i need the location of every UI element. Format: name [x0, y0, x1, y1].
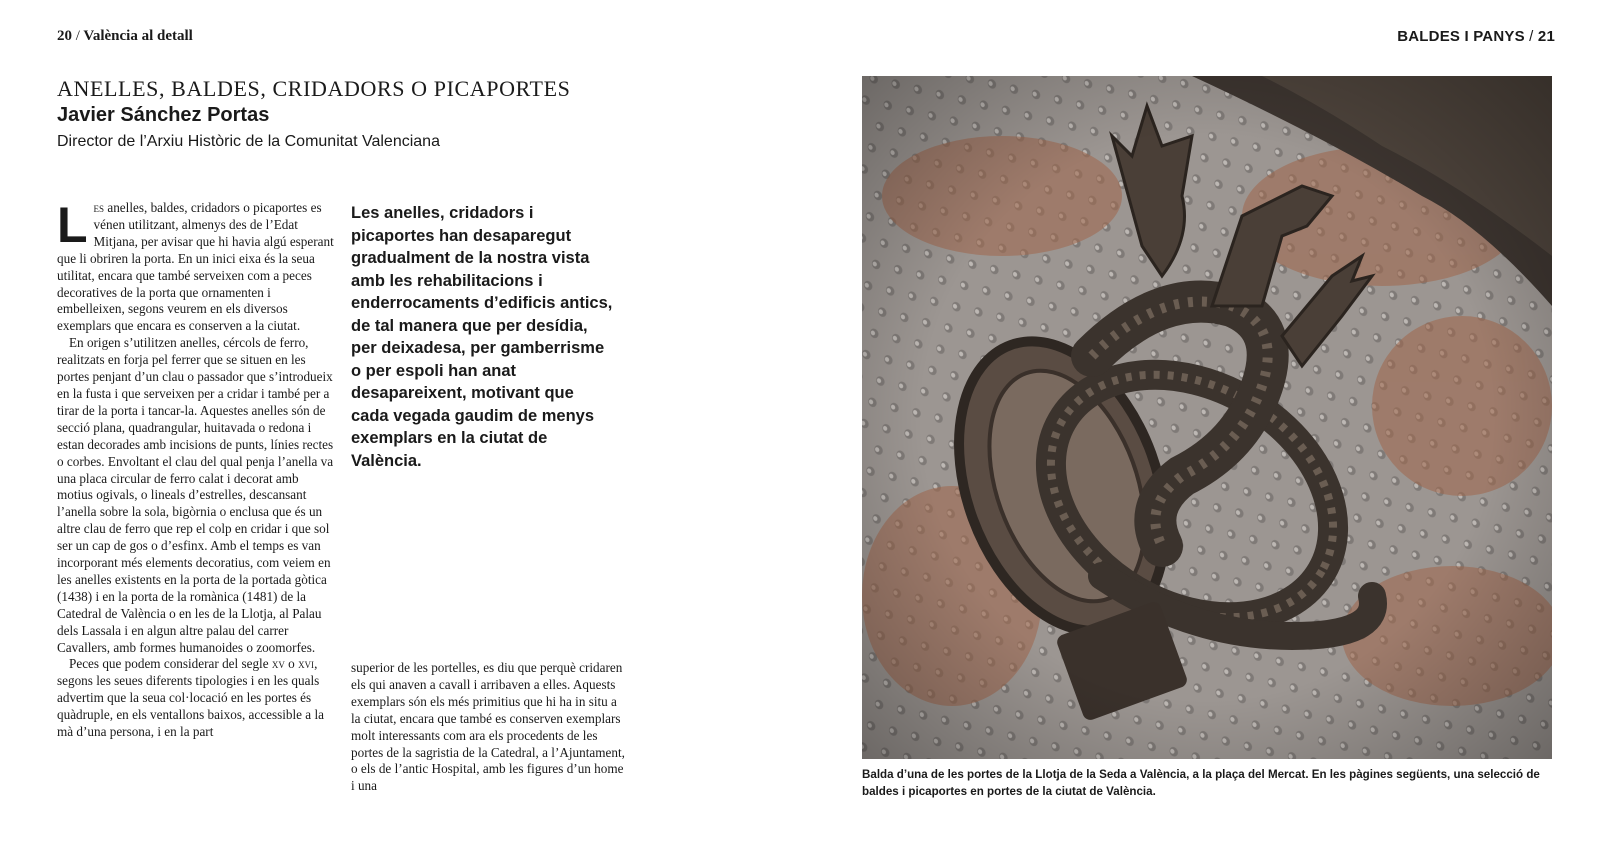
century-xvi: xvi	[298, 656, 315, 672]
right-running-header	[1397, 28, 1555, 45]
century-xv: xv	[271, 656, 285, 672]
para3-mid: o	[288, 656, 295, 672]
author-name: Javier Sánchez Portas	[57, 104, 270, 126]
para3-pre: Peces que podem considerar del segle	[69, 656, 269, 672]
article-title: ANELLES, BALDES, CRIDADORS O PICAPORTES	[57, 76, 571, 101]
body-paragraph-2: En origen s’utilitzen anelles, cércols de ferro, realitzats en forja pel ferrer que se situen en les portes penjant d’un clau o passador que s’introdueix en la fusta i que serveixen per a cridar i també per a tirar de la porta i tancar-la. Aquestes anelles són de secció plana, quadrangular, huitavada o redona i estan decorades amb incisions de punts, línies rectes o corbes. Envoltant el clau del qual penja l’anella va una placa circular de ferro calat i decorat amb motius ogivals, o lineals d’estrelles, descansant l’anella sobre la sola, bigòrnia o enclusa que és un altre clau de ferro que rep el colp en cridar i que sol ser un cap de gos o d’esfinx. Amb el temps es van incorporant més elements decoratius, com veiem en les anelles existents en la porta de la portada gòtica (1438) i en la porta de la romànica (1481) de la Catedral de València o en les de la Llotja, al Palau dels Lassala i en algun altre palau del carrer Cavallers, amb formes humanoides o zoomorfes.	[57, 335, 334, 655]
article-heading	[57, 76, 757, 154]
left-running-title: València al detall	[83, 28, 193, 44]
author-affiliation: Director de l’Arxiu Històric de la Comunitat Valenciana	[57, 133, 440, 150]
body-column-1	[57, 197, 334, 741]
body-paragraph-1: anelles, baldes, cridadors o picaportes es vénen utilitzant, almenys des de l’Edat Mitjana, per avisar que hi havia algú esperant que li obriren la porta. En un inici eixa és la seua utilitat, encara que també serveixen com a peces decoratives de la porta que ornamenten i embelleixen, segons veurem en els diversos exemplars que encara es conserven a la ciutat.	[57, 200, 334, 334]
right-page-number: 21	[1537, 28, 1555, 45]
body-paragraph-3	[57, 656, 334, 741]
body-column-2: superior de les portelles, es diu que perquè cridaren els qui anaven a cavall i arribaven a elles. Aquests exemplars són els més primitius que hi ha in situ a la ciutat, encara que també es conserven exemplars molt interessants com ara els procedents de les portes de la sagristia de la Catedral, a l’Ajuntament, o els de l’antic Hospital, amb les figures d’un home i una	[351, 660, 625, 794]
left-page-number: 20	[57, 28, 72, 44]
right-running-title: BALDES I PANYS	[1397, 28, 1525, 45]
para3-post: , segons les seues diferents tipologies i en les quals advertim que la seua col·locació en les portes és quàdruple, en els ventallons baixos, accessible a la mà d’una persona, i en la part	[57, 656, 324, 740]
header-separator: /	[75, 28, 80, 44]
drop-cap: L	[57, 197, 88, 253]
first-word-smallcaps: es	[93, 200, 105, 215]
header-separator: /	[1529, 28, 1534, 45]
pull-quote: Les anelles, cridadors i picaportes han desaparegut gradualment de la nostra vista amb les rehabilitacions i enderrocaments d’edificis antics, de tal manera que per desídia, per deixadesa, per gamberrisme o per espoli han anat desapareixent, motivant que cada vegada gaudim de menys exemplars en la ciutat de València.	[351, 204, 613, 470]
door-knocker-photo	[862, 76, 1552, 759]
photo-caption: Balda d’una de les portes de la Llotja de la Seda a València, a la plaça del Mercat. En les pàgines següents, una selecció de baldes i picaportes en portes de la ciutat de València.	[862, 768, 1540, 798]
dragon-knocker-illustration	[862, 76, 1552, 759]
left-running-header	[57, 28, 193, 45]
